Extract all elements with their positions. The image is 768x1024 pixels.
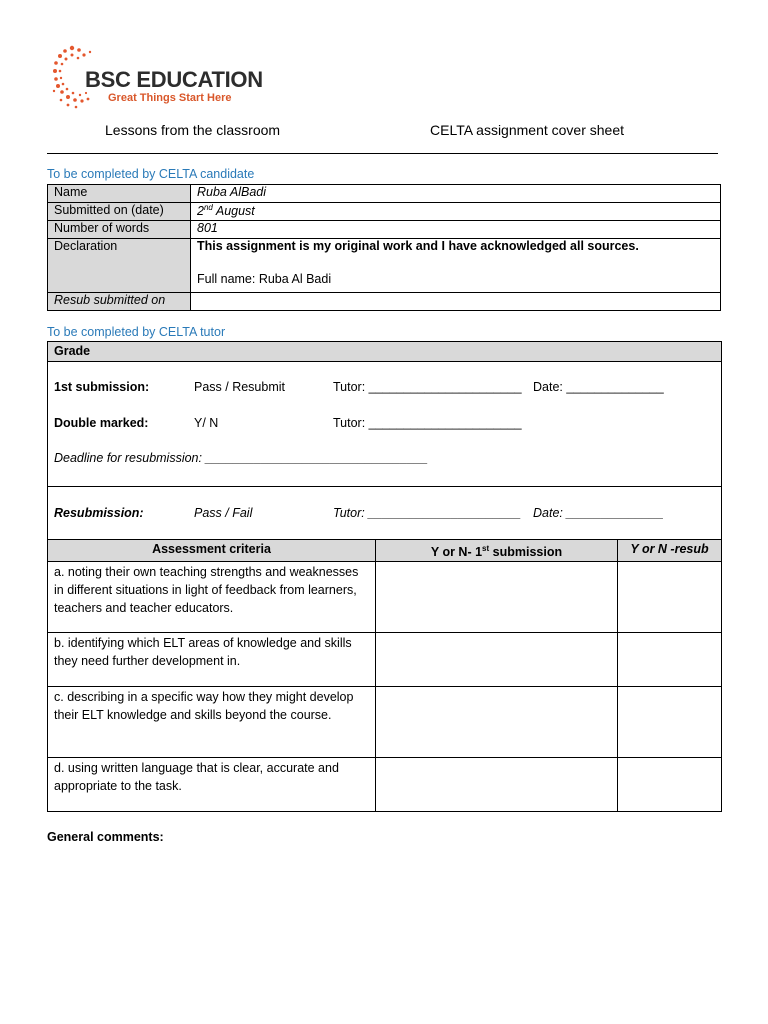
criteria-row-text: b. identifying which ELT areas of knowledge and skills they need further development in. <box>48 633 376 687</box>
first-submission-tutor: Tutor: ______________________ <box>333 380 522 394</box>
brand-tagline: Great Things Start Here <box>108 92 232 104</box>
declaration-text: This assignment is my original work and I have acknowledged all sources. <box>197 239 639 253</box>
criteria-resub-cell[interactable] <box>618 687 722 758</box>
resubmission-label: Resubmission: <box>54 506 144 520</box>
name-label: Name <box>48 185 191 203</box>
resubmission-date: Date: ______________ <box>533 506 664 520</box>
words-value: 801 <box>191 221 721 239</box>
criteria-first-cell[interactable] <box>376 633 618 687</box>
grade-header <box>48 342 721 362</box>
criteria-row-text: c. describing in a specific way how they might develop their ELT knowledge and skills beyond the course. <box>48 687 376 758</box>
submitted-label: Submitted on (date) <box>48 203 191 221</box>
resub-label: Resub submitted on <box>48 293 191 311</box>
criteria-table <box>47 539 722 812</box>
first-submission-options: Pass / Resubmit <box>194 380 286 394</box>
double-marked-options: Y/ N <box>194 416 219 430</box>
double-marked-label: Double marked: <box>54 416 149 430</box>
brand-name: BSC EDUCATION <box>85 67 263 92</box>
declaration-cell <box>191 239 721 293</box>
criteria-resub-cell[interactable] <box>618 758 722 812</box>
document-title: CELTA assignment cover sheet <box>430 122 625 138</box>
grade-label: Grade <box>54 344 91 358</box>
candidate-table <box>47 184 721 311</box>
criteria-resub-cell[interactable] <box>618 633 722 687</box>
name-value: Ruba AlBadi <box>191 185 721 203</box>
first-submission-label: 1st submission: <box>54 380 150 394</box>
first-submission-date: Date: ______________ <box>533 380 664 394</box>
tutor-section-heading: To be completed by CELTA tutor <box>47 325 226 339</box>
declaration-label: Declaration <box>48 239 191 293</box>
resub-header: Y or N -resub <box>618 540 722 562</box>
words-label: Number of words <box>48 221 191 239</box>
criteria-row-text: d. using written language that is clear, accurate and appropriate to the task. <box>48 758 376 812</box>
full-name-text: Full name: Ruba Al Badi <box>197 272 332 286</box>
header-divider <box>47 153 718 154</box>
double-marked-tutor: Tutor: ______________________ <box>333 416 522 430</box>
resub-value <box>191 293 721 311</box>
grade-divider <box>48 486 721 487</box>
criteria-first-cell[interactable] <box>376 687 618 758</box>
submitted-value: 2nd August <box>191 203 721 221</box>
criteria-header: Assessment criteria <box>48 540 376 562</box>
deadline-resubmission: Deadline for resubmission: ________________________________ <box>54 451 428 465</box>
grade-box <box>47 341 722 541</box>
criteria-row-text: a. noting their own teaching strengths and weaknesses in different situations in light of feedback from learners, teachers and teacher educators. <box>48 562 376 633</box>
candidate-section-heading: To be completed by CELTA candidate <box>47 167 255 181</box>
resubmission-tutor: Tutor: ______________________ <box>333 506 522 520</box>
document-subtitle: Lessons from the classroom <box>105 122 281 138</box>
criteria-first-cell[interactable] <box>376 758 618 812</box>
first-submission-header: Y or N- 1st submission <box>376 540 618 562</box>
resubmission-options: Pass / Fail <box>194 506 253 520</box>
general-comments-label: General comments: <box>47 830 164 844</box>
criteria-resub-cell[interactable] <box>618 562 722 633</box>
criteria-first-cell[interactable] <box>376 562 618 633</box>
